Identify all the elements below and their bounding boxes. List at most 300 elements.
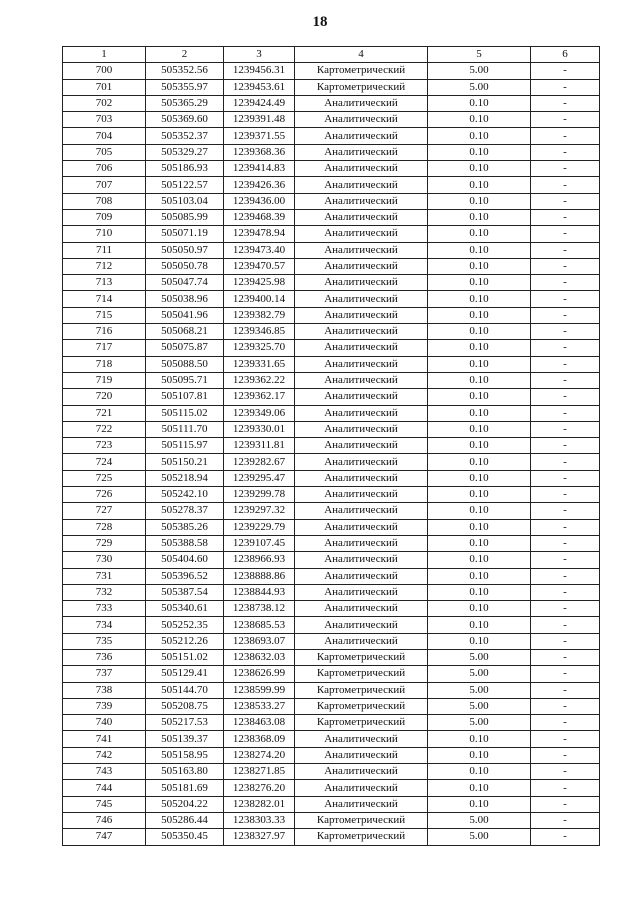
note-cell: - [531, 128, 600, 144]
note-cell: - [531, 682, 600, 698]
table-row [63, 764, 600, 780]
y-coordinate-cell: 1239391.48 [224, 112, 295, 128]
table-row [63, 177, 600, 193]
table-row [63, 698, 600, 714]
table-row [63, 95, 600, 111]
point-number-cell: 732 [63, 584, 146, 600]
y-coordinate-cell: 1239295.47 [224, 470, 295, 486]
x-coordinate-cell: 505041.96 [146, 307, 224, 323]
table-row [63, 340, 600, 356]
y-coordinate-cell: 1238599.99 [224, 682, 295, 698]
accuracy-cell: 0.10 [428, 209, 531, 225]
coordinates-table [62, 46, 600, 846]
point-number-cell: 738 [63, 682, 146, 698]
y-coordinate-cell: 1239478.94 [224, 226, 295, 242]
x-coordinate-cell: 505047.74 [146, 275, 224, 291]
x-coordinate-cell: 505075.87 [146, 340, 224, 356]
accuracy-cell: 0.10 [428, 356, 531, 372]
table-row [63, 601, 600, 617]
method-cell: Аналитический [295, 764, 428, 780]
accuracy-cell: 0.10 [428, 568, 531, 584]
accuracy-cell: 0.10 [428, 389, 531, 405]
method-cell: Аналитический [295, 796, 428, 812]
accuracy-cell: 0.10 [428, 291, 531, 307]
accuracy-cell: 0.10 [428, 747, 531, 763]
accuracy-cell: 0.10 [428, 177, 531, 193]
method-cell: Картометрический [295, 63, 428, 79]
accuracy-cell: 0.10 [428, 307, 531, 323]
y-coordinate-cell: 1239400.14 [224, 291, 295, 307]
point-number-cell: 728 [63, 519, 146, 535]
point-number-cell: 746 [63, 812, 146, 828]
x-coordinate-cell: 505208.75 [146, 698, 224, 714]
point-number-cell: 727 [63, 503, 146, 519]
header-col-1: 1 [63, 47, 146, 63]
note-cell: - [531, 812, 600, 828]
method-cell: Аналитический [295, 291, 428, 307]
table-row [63, 796, 600, 812]
x-coordinate-cell: 505355.97 [146, 79, 224, 95]
table-row [63, 666, 600, 682]
point-number-cell: 715 [63, 307, 146, 323]
x-coordinate-cell: 505111.70 [146, 421, 224, 437]
point-number-cell: 730 [63, 552, 146, 568]
note-cell: - [531, 144, 600, 160]
table-row [63, 454, 600, 470]
x-coordinate-cell: 505286.44 [146, 812, 224, 828]
y-coordinate-cell: 1238626.99 [224, 666, 295, 682]
accuracy-cell: 0.10 [428, 405, 531, 421]
method-cell: Картометрический [295, 812, 428, 828]
method-cell: Аналитический [295, 324, 428, 340]
method-cell: Аналитический [295, 112, 428, 128]
accuracy-cell: 0.10 [428, 144, 531, 160]
note-cell: - [531, 291, 600, 307]
table-row [63, 193, 600, 209]
header-col-4: 4 [295, 47, 428, 63]
table-row [63, 161, 600, 177]
table-row [63, 747, 600, 763]
point-number-cell: 722 [63, 421, 146, 437]
method-cell: Аналитический [295, 601, 428, 617]
point-number-cell: 712 [63, 258, 146, 274]
point-number-cell: 731 [63, 568, 146, 584]
y-coordinate-cell: 1238693.07 [224, 633, 295, 649]
accuracy-cell: 0.10 [428, 584, 531, 600]
point-number-cell: 741 [63, 731, 146, 747]
note-cell: - [531, 503, 600, 519]
accuracy-cell: 5.00 [428, 666, 531, 682]
point-number-cell: 716 [63, 324, 146, 340]
x-coordinate-cell: 505278.37 [146, 503, 224, 519]
y-coordinate-cell: 1239371.55 [224, 128, 295, 144]
header-col-3: 3 [224, 47, 295, 63]
accuracy-cell: 5.00 [428, 698, 531, 714]
accuracy-cell: 0.10 [428, 617, 531, 633]
point-number-cell: 734 [63, 617, 146, 633]
note-cell: - [531, 389, 600, 405]
method-cell: Аналитический [295, 503, 428, 519]
table-body [63, 63, 600, 845]
method-cell: Картометрический [295, 649, 428, 665]
method-cell: Аналитический [295, 454, 428, 470]
y-coordinate-cell: 1239426.36 [224, 177, 295, 193]
accuracy-cell: 0.10 [428, 421, 531, 437]
method-cell: Аналитический [295, 144, 428, 160]
method-cell: Аналитический [295, 258, 428, 274]
point-number-cell: 733 [63, 601, 146, 617]
table-row [63, 79, 600, 95]
y-coordinate-cell: 1238844.93 [224, 584, 295, 600]
y-coordinate-cell: 1239436.00 [224, 193, 295, 209]
table-row [63, 780, 600, 796]
method-cell: Аналитический [295, 421, 428, 437]
accuracy-cell: 0.10 [428, 95, 531, 111]
method-cell: Картометрический [295, 698, 428, 714]
x-coordinate-cell: 505181.69 [146, 780, 224, 796]
point-number-cell: 745 [63, 796, 146, 812]
method-cell: Картометрический [295, 715, 428, 731]
x-coordinate-cell: 505212.26 [146, 633, 224, 649]
table-row [63, 291, 600, 307]
method-cell: Аналитический [295, 307, 428, 323]
note-cell: - [531, 177, 600, 193]
x-coordinate-cell: 505088.50 [146, 356, 224, 372]
accuracy-cell: 5.00 [428, 829, 531, 845]
y-coordinate-cell: 1239368.36 [224, 144, 295, 160]
y-coordinate-cell: 1239349.06 [224, 405, 295, 421]
method-cell: Аналитический [295, 177, 428, 193]
point-number-cell: 719 [63, 372, 146, 388]
accuracy-cell: 0.10 [428, 487, 531, 503]
y-coordinate-cell: 1238966.93 [224, 552, 295, 568]
x-coordinate-cell: 505122.57 [146, 177, 224, 193]
method-cell: Аналитический [295, 193, 428, 209]
y-coordinate-cell: 1239414.83 [224, 161, 295, 177]
x-coordinate-cell: 505095.71 [146, 372, 224, 388]
point-number-cell: 735 [63, 633, 146, 649]
y-coordinate-cell: 1239331.65 [224, 356, 295, 372]
point-number-cell: 707 [63, 177, 146, 193]
point-number-cell: 700 [63, 63, 146, 79]
method-cell: Аналитический [295, 780, 428, 796]
note-cell: - [531, 470, 600, 486]
note-cell: - [531, 112, 600, 128]
x-coordinate-cell: 505163.80 [146, 764, 224, 780]
accuracy-cell: 0.10 [428, 470, 531, 486]
point-number-cell: 718 [63, 356, 146, 372]
y-coordinate-cell: 1239425.98 [224, 275, 295, 291]
method-cell: Аналитический [295, 568, 428, 584]
method-cell: Аналитический [295, 633, 428, 649]
table-row [63, 372, 600, 388]
point-number-cell: 705 [63, 144, 146, 160]
method-cell: Аналитический [295, 487, 428, 503]
accuracy-cell: 5.00 [428, 63, 531, 79]
method-cell: Аналитический [295, 438, 428, 454]
x-coordinate-cell: 505217.53 [146, 715, 224, 731]
y-coordinate-cell: 1239325.70 [224, 340, 295, 356]
note-cell: - [531, 829, 600, 845]
x-coordinate-cell: 505115.02 [146, 405, 224, 421]
page-number: 18 [312, 14, 328, 30]
y-coordinate-cell: 1239330.01 [224, 421, 295, 437]
note-cell: - [531, 63, 600, 79]
method-cell: Аналитический [295, 389, 428, 405]
y-coordinate-cell: 1238463.08 [224, 715, 295, 731]
accuracy-cell: 0.10 [428, 503, 531, 519]
note-cell: - [531, 372, 600, 388]
accuracy-cell: 0.10 [428, 780, 531, 796]
method-cell: Аналитический [295, 226, 428, 242]
header-col-6: 6 [531, 47, 600, 63]
accuracy-cell: 0.10 [428, 552, 531, 568]
table-row [63, 307, 600, 323]
note-cell: - [531, 258, 600, 274]
table-row [63, 649, 600, 665]
y-coordinate-cell: 1238303.33 [224, 812, 295, 828]
point-number-cell: 742 [63, 747, 146, 763]
table-row [63, 584, 600, 600]
note-cell: - [531, 535, 600, 551]
note-cell: - [531, 324, 600, 340]
x-coordinate-cell: 505139.37 [146, 731, 224, 747]
table-row [63, 128, 600, 144]
y-coordinate-cell: 1239362.22 [224, 372, 295, 388]
note-cell: - [531, 275, 600, 291]
table-row [63, 405, 600, 421]
y-coordinate-cell: 1238274.20 [224, 747, 295, 763]
accuracy-cell: 0.10 [428, 128, 531, 144]
note-cell: - [531, 405, 600, 421]
y-coordinate-cell: 1238738.12 [224, 601, 295, 617]
note-cell: - [531, 731, 600, 747]
method-cell: Аналитический [295, 161, 428, 177]
y-coordinate-cell: 1239470.57 [224, 258, 295, 274]
header-col-2: 2 [146, 47, 224, 63]
x-coordinate-cell: 505252.35 [146, 617, 224, 633]
method-cell: Аналитический [295, 519, 428, 535]
x-coordinate-cell: 505071.19 [146, 226, 224, 242]
note-cell: - [531, 649, 600, 665]
point-number-cell: 711 [63, 242, 146, 258]
table-header-row [63, 47, 600, 63]
x-coordinate-cell: 505352.37 [146, 128, 224, 144]
table-row [63, 633, 600, 649]
table-row [63, 324, 600, 340]
y-coordinate-cell: 1238685.53 [224, 617, 295, 633]
y-coordinate-cell: 1238276.20 [224, 780, 295, 796]
method-cell: Аналитический [295, 535, 428, 551]
x-coordinate-cell: 505107.81 [146, 389, 224, 405]
table-row [63, 568, 600, 584]
note-cell: - [531, 340, 600, 356]
x-coordinate-cell: 505204.22 [146, 796, 224, 812]
point-number-cell: 739 [63, 698, 146, 714]
method-cell: Аналитический [295, 128, 428, 144]
y-coordinate-cell: 1238888.86 [224, 568, 295, 584]
x-coordinate-cell: 505038.96 [146, 291, 224, 307]
method-cell: Аналитический [295, 747, 428, 763]
table-row [63, 209, 600, 225]
accuracy-cell: 5.00 [428, 649, 531, 665]
note-cell: - [531, 95, 600, 111]
note-cell: - [531, 209, 600, 225]
point-number-cell: 701 [63, 79, 146, 95]
y-coordinate-cell: 1239453.61 [224, 79, 295, 95]
note-cell: - [531, 584, 600, 600]
x-coordinate-cell: 505218.94 [146, 470, 224, 486]
method-cell: Аналитический [295, 95, 428, 111]
point-number-cell: 717 [63, 340, 146, 356]
method-cell: Аналитический [295, 356, 428, 372]
accuracy-cell: 0.10 [428, 796, 531, 812]
x-coordinate-cell: 505085.99 [146, 209, 224, 225]
point-number-cell: 740 [63, 715, 146, 731]
note-cell: - [531, 487, 600, 503]
point-number-cell: 726 [63, 487, 146, 503]
note-cell: - [531, 666, 600, 682]
table-row [63, 715, 600, 731]
table-row [63, 242, 600, 258]
note-cell: - [531, 764, 600, 780]
table-row [63, 552, 600, 568]
accuracy-cell: 0.10 [428, 372, 531, 388]
method-cell: Картометрический [295, 666, 428, 682]
y-coordinate-cell: 1239299.78 [224, 487, 295, 503]
accuracy-cell: 0.10 [428, 340, 531, 356]
y-coordinate-cell: 1239362.17 [224, 389, 295, 405]
method-cell: Аналитический [295, 340, 428, 356]
table-row [63, 275, 600, 291]
accuracy-cell: 0.10 [428, 193, 531, 209]
y-coordinate-cell: 1239382.79 [224, 307, 295, 323]
x-coordinate-cell: 505365.29 [146, 95, 224, 111]
point-number-cell: 708 [63, 193, 146, 209]
table-row [63, 829, 600, 845]
table-row [63, 535, 600, 551]
point-number-cell: 704 [63, 128, 146, 144]
note-cell: - [531, 242, 600, 258]
x-coordinate-cell: 505144.70 [146, 682, 224, 698]
point-number-cell: 724 [63, 454, 146, 470]
point-number-cell: 721 [63, 405, 146, 421]
note-cell: - [531, 307, 600, 323]
x-coordinate-cell: 505350.45 [146, 829, 224, 845]
note-cell: - [531, 421, 600, 437]
table-row [63, 356, 600, 372]
x-coordinate-cell: 505158.95 [146, 747, 224, 763]
x-coordinate-cell: 505396.52 [146, 568, 224, 584]
accuracy-cell: 0.10 [428, 242, 531, 258]
y-coordinate-cell: 1238282.01 [224, 796, 295, 812]
table-row [63, 812, 600, 828]
x-coordinate-cell: 505050.97 [146, 242, 224, 258]
point-number-cell: 725 [63, 470, 146, 486]
y-coordinate-cell: 1239346.85 [224, 324, 295, 340]
y-coordinate-cell: 1239456.31 [224, 63, 295, 79]
y-coordinate-cell: 1239229.79 [224, 519, 295, 535]
y-coordinate-cell: 1238327.97 [224, 829, 295, 845]
table-row [63, 731, 600, 747]
x-coordinate-cell: 505369.60 [146, 112, 224, 128]
table-row [63, 682, 600, 698]
y-coordinate-cell: 1238632.03 [224, 649, 295, 665]
y-coordinate-cell: 1238368.09 [224, 731, 295, 747]
x-coordinate-cell: 505129.41 [146, 666, 224, 682]
accuracy-cell: 0.10 [428, 764, 531, 780]
y-coordinate-cell: 1239468.39 [224, 209, 295, 225]
note-cell: - [531, 193, 600, 209]
method-cell: Аналитический [295, 584, 428, 600]
note-cell: - [531, 438, 600, 454]
y-coordinate-cell: 1238533.27 [224, 698, 295, 714]
point-number-cell: 703 [63, 112, 146, 128]
accuracy-cell: 0.10 [428, 226, 531, 242]
accuracy-cell: 0.10 [428, 454, 531, 470]
method-cell: Аналитический [295, 617, 428, 633]
accuracy-cell: 0.10 [428, 633, 531, 649]
accuracy-cell: 5.00 [428, 812, 531, 828]
accuracy-cell: 5.00 [428, 682, 531, 698]
point-number-cell: 743 [63, 764, 146, 780]
table-row [63, 144, 600, 160]
note-cell: - [531, 552, 600, 568]
point-number-cell: 744 [63, 780, 146, 796]
note-cell: - [531, 715, 600, 731]
point-number-cell: 723 [63, 438, 146, 454]
note-cell: - [531, 780, 600, 796]
accuracy-cell: 0.10 [428, 519, 531, 535]
method-cell: Аналитический [295, 552, 428, 568]
accuracy-cell: 5.00 [428, 715, 531, 731]
x-coordinate-cell: 505151.02 [146, 649, 224, 665]
point-number-cell: 706 [63, 161, 146, 177]
point-number-cell: 737 [63, 666, 146, 682]
y-coordinate-cell: 1239473.40 [224, 242, 295, 258]
x-coordinate-cell: 505242.10 [146, 487, 224, 503]
table-row [63, 519, 600, 535]
x-coordinate-cell: 505404.60 [146, 552, 224, 568]
table-row [63, 226, 600, 242]
x-coordinate-cell: 505150.21 [146, 454, 224, 470]
note-cell: - [531, 161, 600, 177]
y-coordinate-cell: 1239282.67 [224, 454, 295, 470]
note-cell: - [531, 601, 600, 617]
point-number-cell: 710 [63, 226, 146, 242]
table-row [63, 258, 600, 274]
point-number-cell: 714 [63, 291, 146, 307]
method-cell: Аналитический [295, 405, 428, 421]
table-row [63, 389, 600, 405]
table-row [63, 63, 600, 79]
table-row [63, 487, 600, 503]
accuracy-cell: 0.10 [428, 731, 531, 747]
method-cell: Картометрический [295, 829, 428, 845]
method-cell: Картометрический [295, 79, 428, 95]
point-number-cell: 720 [63, 389, 146, 405]
table-row [63, 421, 600, 437]
table-row [63, 617, 600, 633]
x-coordinate-cell: 505329.27 [146, 144, 224, 160]
y-coordinate-cell: 1239424.49 [224, 95, 295, 111]
point-number-cell: 709 [63, 209, 146, 225]
note-cell: - [531, 633, 600, 649]
note-cell: - [531, 79, 600, 95]
note-cell: - [531, 519, 600, 535]
point-number-cell: 702 [63, 95, 146, 111]
note-cell: - [531, 617, 600, 633]
